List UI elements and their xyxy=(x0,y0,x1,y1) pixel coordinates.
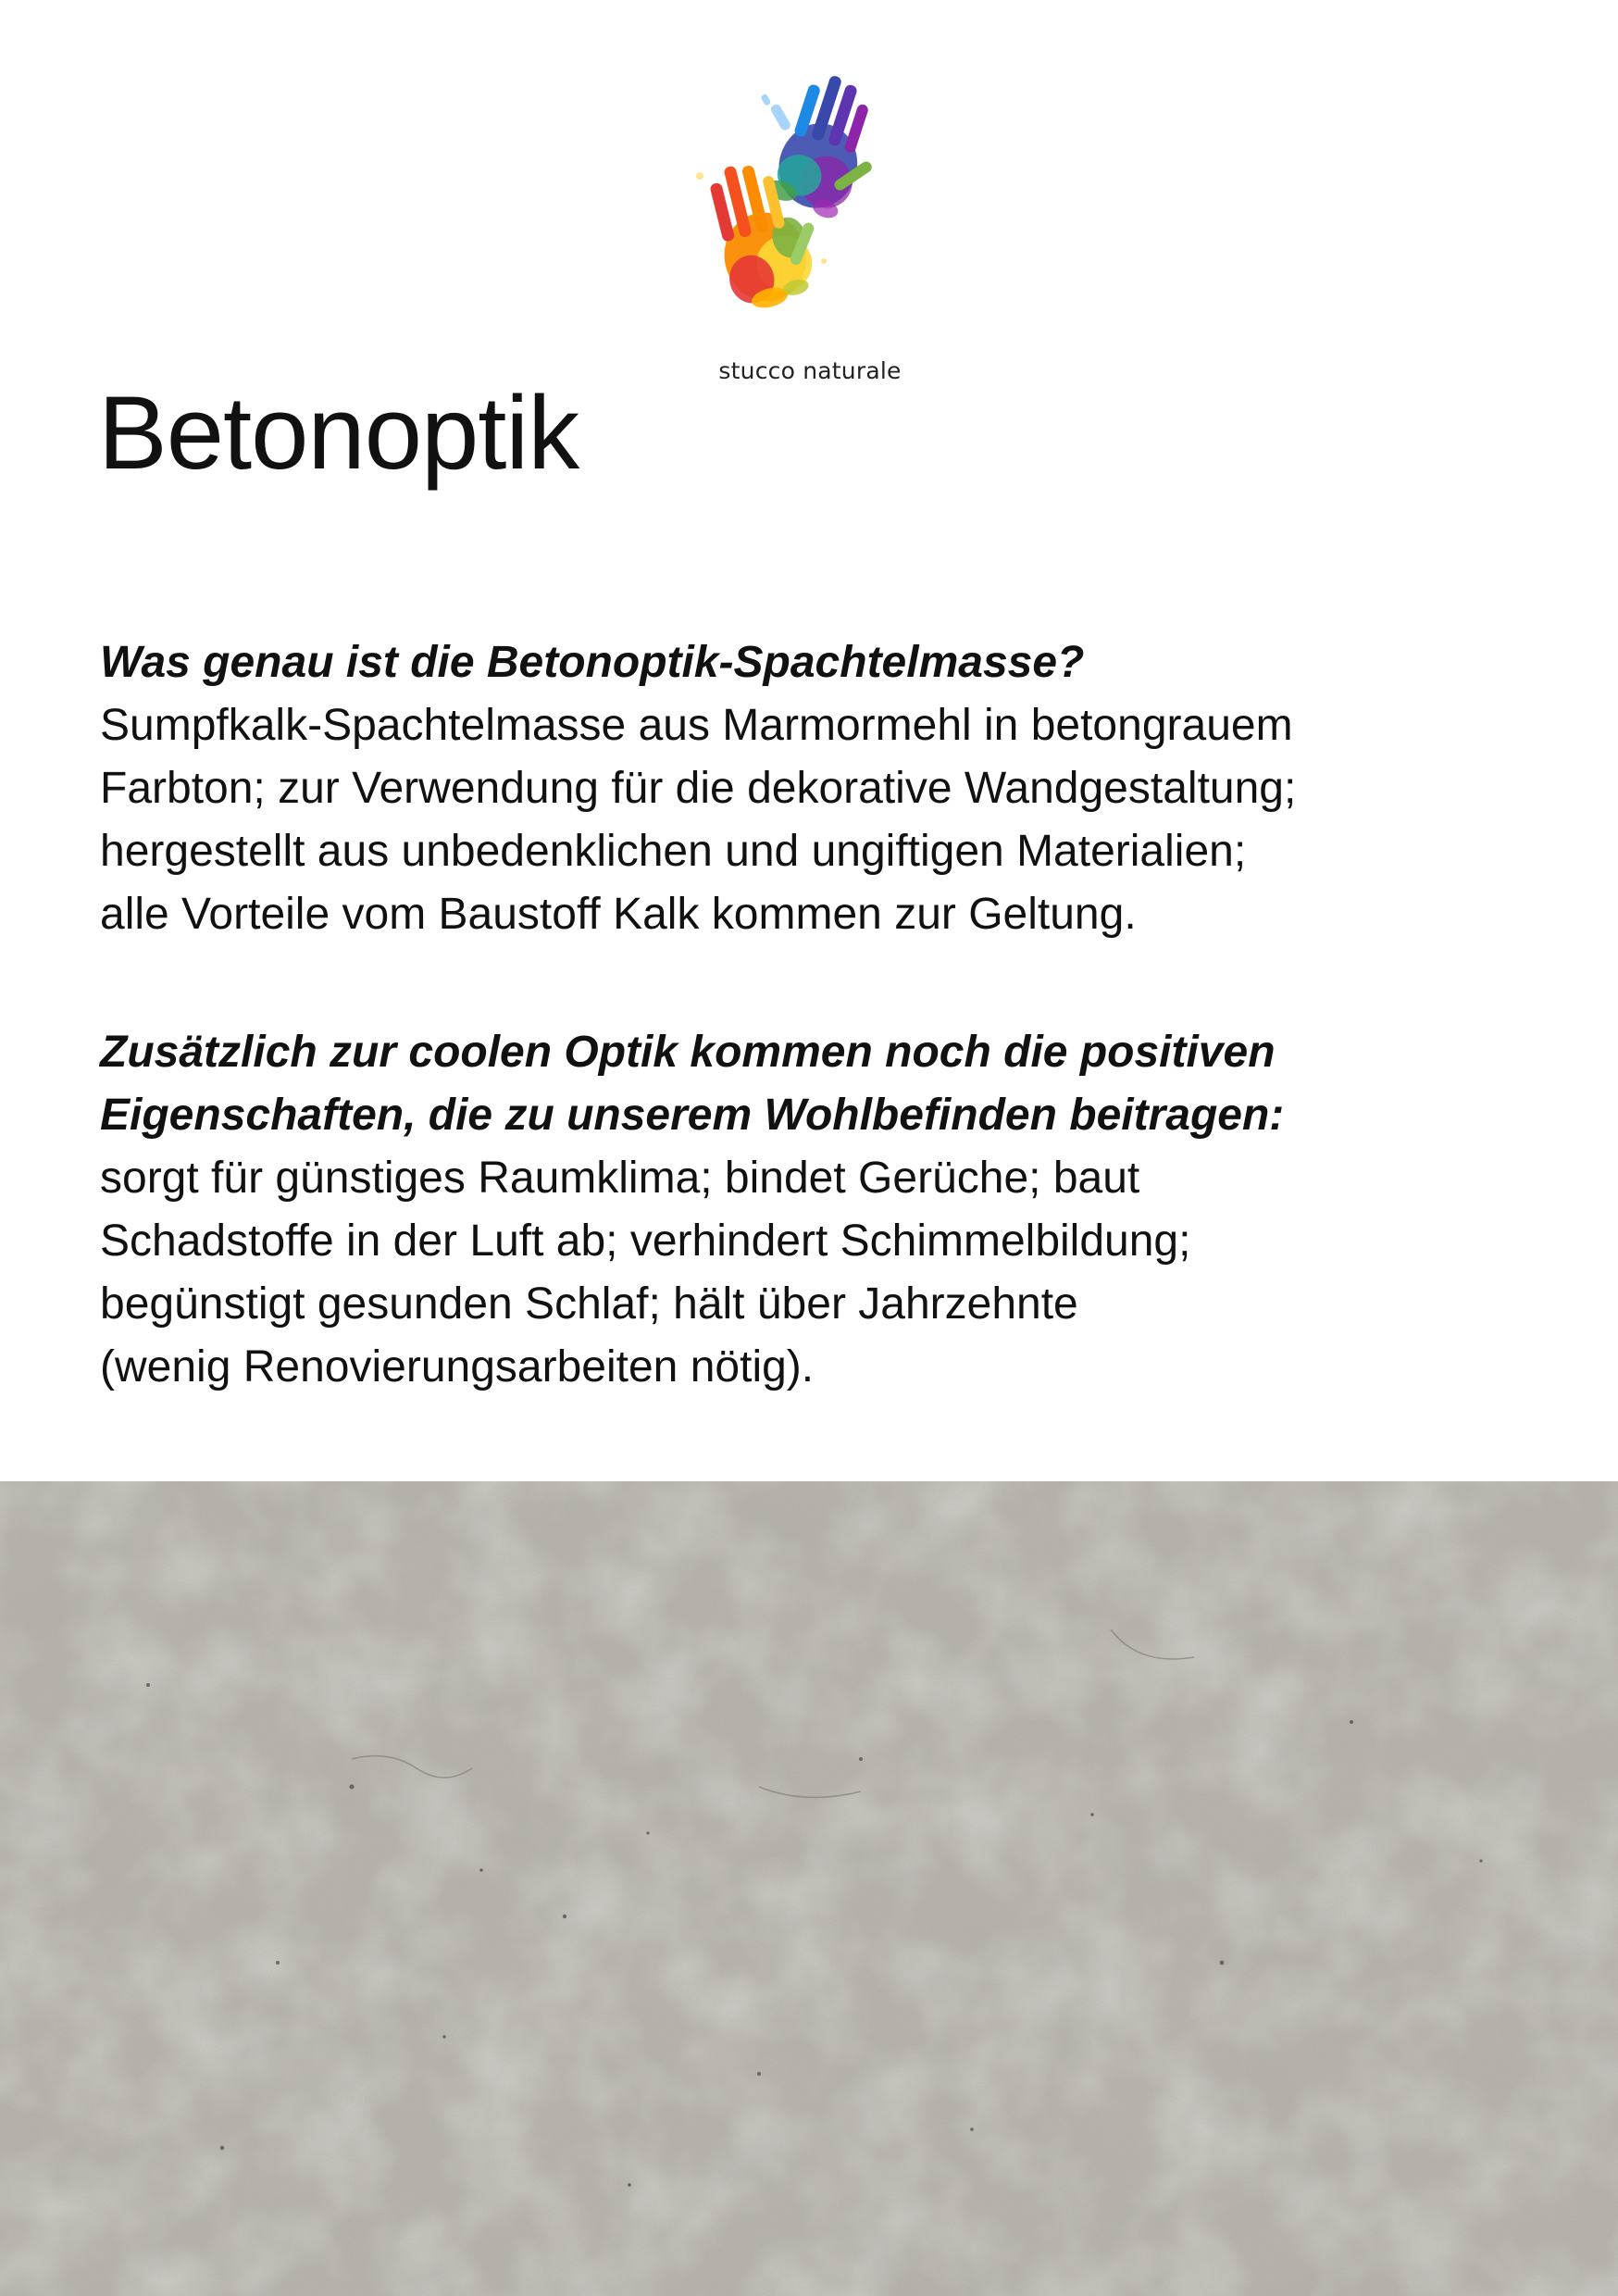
section-heading: Was genau ist die Betonoptik-Spachtelmasse? xyxy=(100,638,1085,687)
rainbow-handprints-icon xyxy=(694,46,926,352)
brand-name: stucco naturale xyxy=(718,357,902,384)
section-heading: Eigenschaften, die zu unserem Wohlbefinden beitragen: xyxy=(100,1091,1285,1140)
body-line: alle Vorteile vom Baustoff Kalk kommen zur Geltung. xyxy=(100,890,1137,939)
body-line: Farbton; zur Verwendung für die dekorative Wandgestaltung; xyxy=(100,764,1297,813)
page-title: Betonoptik xyxy=(98,375,579,491)
body-line: (wenig Renovierungsarbeiten nötig). xyxy=(100,1342,815,1391)
concrete-texture xyxy=(0,1481,1618,2296)
body-line: hergestellt aus unbedenklichen und ungiftigen Materialien; xyxy=(100,827,1247,876)
body-line: Schadstoffe in der Luft ab; verhindert Schimmelbildung; xyxy=(100,1217,1191,1266)
body-line: sorgt für günstiges Raumklima; bindet Gerüche; baut xyxy=(100,1154,1140,1203)
brand-logo xyxy=(694,46,926,384)
section-heading: Zusätzlich zur coolen Optik kommen noch die positiven xyxy=(100,1028,1276,1077)
concrete-texture-image xyxy=(0,1481,1618,2296)
body-line: Sumpfkalk-Spachtelmasse aus Marmormehl in betongrauem xyxy=(100,701,1293,750)
body-line: begünstigt gesunden Schlaf; hält über Jahrzehnte xyxy=(100,1279,1078,1329)
section-what-is xyxy=(100,631,1544,946)
section-properties xyxy=(100,1021,1544,1399)
